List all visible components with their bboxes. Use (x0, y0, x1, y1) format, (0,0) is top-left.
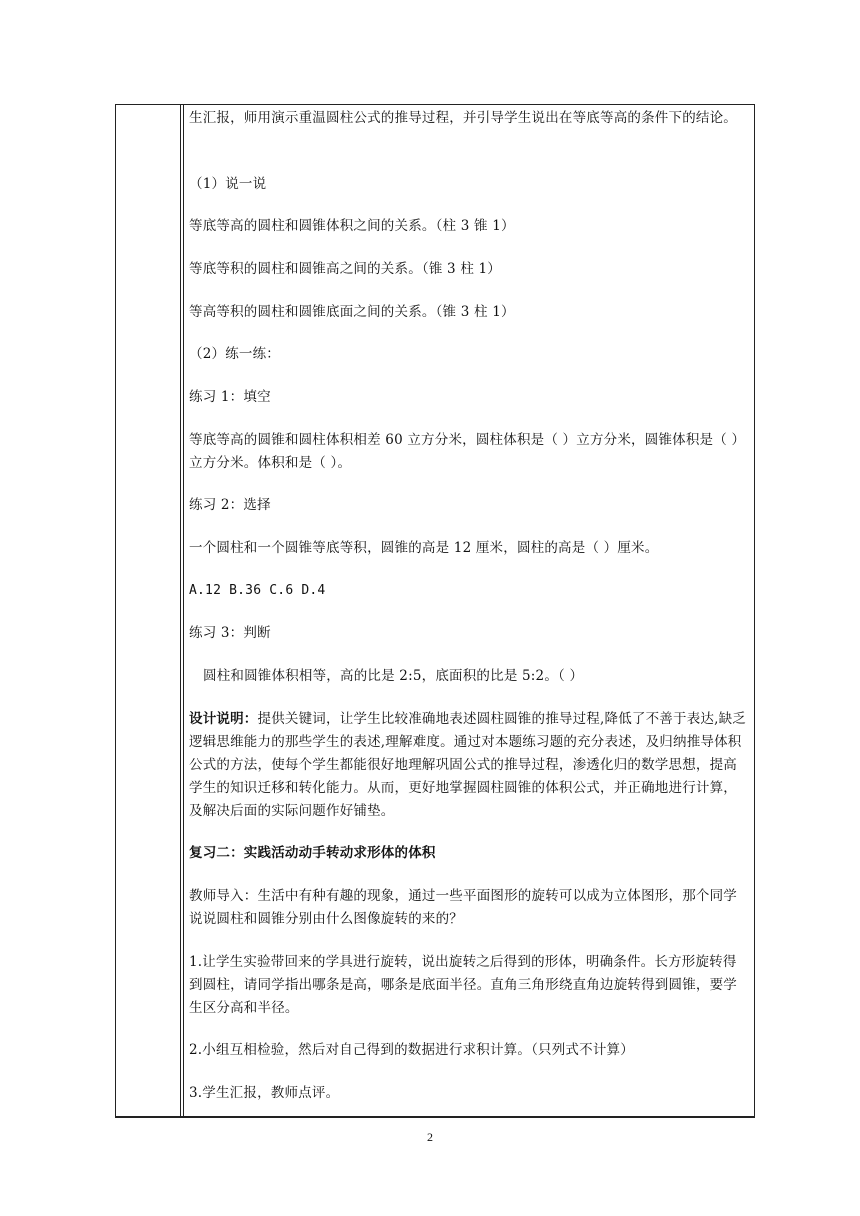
paragraph-relation-height: 等底等积的圆柱和圆锥高之间的关系。（锥 3 柱 1） (189, 261, 502, 277)
design-note-text: 提供关键词，让学生比较准确地表述圆柱圆锥的推导过程,降低了不善于表达,缺乏逻辑思维能力的那些学生的表述,理解难度。通过对本题练习题的充分表述，及归纳推导体积公式的方法，使每个学生都能很好地理解巩固公式的推导过程，渗透化归的数学思想，提高学生的知识迁移和转化能力。从而，更好地掌握圆柱圆锥的体积公式，并正确地进行计算，及解决后面的实际问题作好铺垫。 (189, 711, 746, 819)
paragraph-exercise-2-options: A.12 B.36 C.6 D.4 (189, 583, 326, 598)
table-column-divider (180, 105, 181, 1116)
paragraph-exercise-1-body: 等底等高的圆锥和圆柱体积相差 60 立方分米，圆柱体积是（ ）立方分米，圆锥体积是（ ）立方分米。体积和是（ ）。 (189, 432, 746, 471)
paragraph-design-note (189, 708, 749, 823)
paragraph-exercise-2-body: 一个圆柱和一个圆锥等底等积，圆锥的高是 12 厘米，圆柱的高是（ ）厘米。 (189, 540, 659, 556)
paragraph-exercise-2-title: 练习 2：选择 (189, 497, 271, 513)
page-number: 2 (427, 1130, 433, 1144)
lesson-table (115, 104, 755, 1118)
design-note-label: 设计说明： (189, 711, 258, 727)
table-border-left (115, 105, 116, 1116)
paragraph-say-heading: （1）说一说 (189, 176, 267, 192)
table-column-divider-inner (183, 105, 184, 1116)
paragraph-exercise-3-body: 圆柱和圆锥体积相等，高的比是 2:5，底面积的比是 5:2。（ ） (203, 668, 584, 684)
paragraph-relation-base: 等高等积的圆柱和圆锥底面之间的关系。（锥 3 柱 1） (189, 304, 515, 320)
table-border-right (754, 105, 755, 1116)
paragraph-relation-volume: 等底等高的圆柱和圆锥体积之间的关系。（柱 3 锥 1） (189, 218, 515, 234)
paragraph-intro: 生汇报，师用演示重温圆柱公式的推导过程，并引导学生说出在等底等高的条件下的结论。 (189, 110, 737, 126)
paragraph-exercise-1-title: 练习 1：填空 (189, 389, 271, 405)
paragraph-step-3: 3.学生汇报，教师点评。 (189, 1085, 340, 1101)
paragraph-review-two-heading: 复习二：实践活动动手转动求形体的体积 (189, 845, 436, 861)
paragraph-teacher-intro: 教师导入：生活中有种有趣的现象，通过一些平面图形的旋转可以成为立体图形，那个同学说说圆柱和圆锥分别由什么图像旋转的来的？ (189, 888, 737, 927)
paragraph-step-1: 1.让学生实验带回来的学具进行旋转，说出旋转之后得到的形体，明确条件。长方形旋转得到圆柱，请同学指出哪条是高，哪条是底面半径。直角三角形绕直角边旋转得到圆锥，要学生区分高和半径。 (189, 954, 737, 1016)
paragraph-step-2: 2.小组互相检验，然后对自己得到的数据进行求积计算。（只列式不计算） (189, 1042, 634, 1058)
paragraph-practice-heading: （2）练一练： (189, 346, 280, 362)
paragraph-exercise-3-title: 练习 3：判断 (189, 625, 271, 641)
